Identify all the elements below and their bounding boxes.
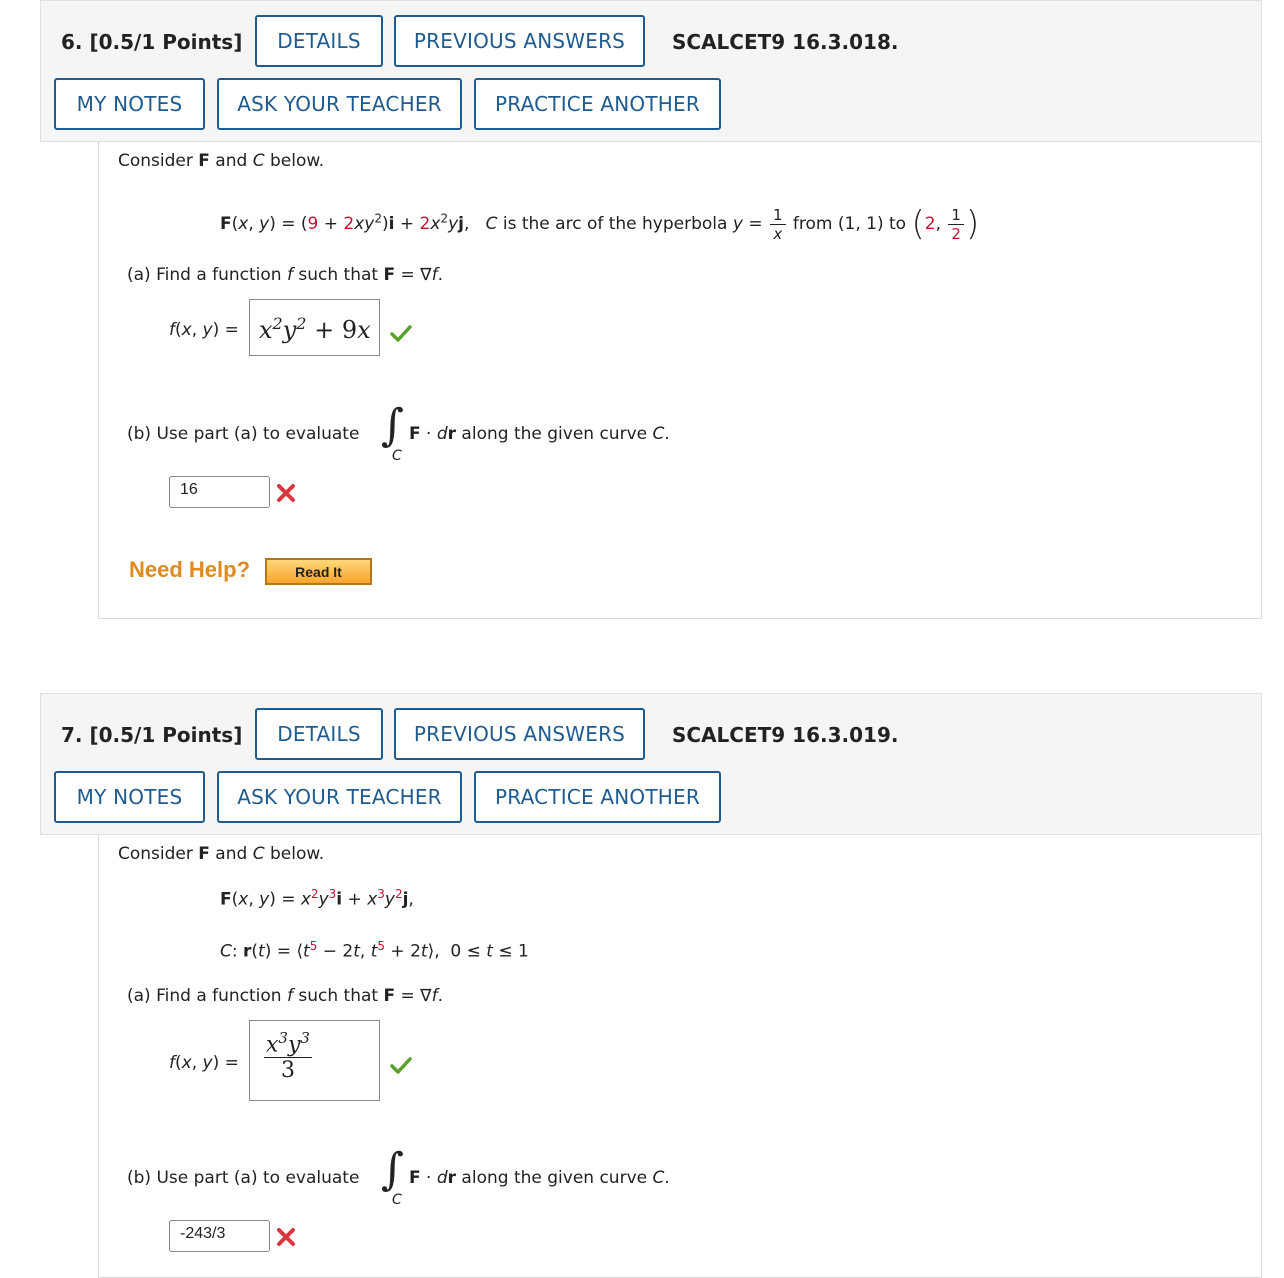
checkmark-icon bbox=[390, 322, 412, 344]
q6-read-it-button[interactable]: Read It bbox=[265, 558, 372, 585]
q7-header bbox=[40, 693, 1262, 835]
q7-part-a: (a) Find a function f such that F = ∇f. bbox=[127, 986, 443, 1006]
q6-reference: SCALCET9 16.3.018. bbox=[672, 30, 899, 54]
q6-practice-another-button[interactable]: PRACTICE ANOTHER bbox=[474, 78, 721, 130]
integral-symbol: ∫ bbox=[381, 1144, 404, 1195]
q7-details-button[interactable]: DETAILS bbox=[255, 708, 383, 760]
q6-part-b-rest: F · dr along the given curve C. bbox=[409, 424, 670, 444]
q7-points: [0.5/1 Points] bbox=[89, 723, 243, 747]
integral-symbol: ∫ bbox=[381, 400, 404, 451]
q6-ask-teacher-button[interactable]: ASK YOUR TEACHER bbox=[217, 78, 462, 130]
q7-part-b: (b) Use part (a) to evaluate bbox=[127, 1168, 360, 1188]
q7-integral-subscript: C bbox=[392, 1192, 402, 1208]
q6-title bbox=[61, 30, 242, 54]
q6-details-button[interactable]: DETAILS bbox=[255, 15, 383, 67]
q6-my-notes-button[interactable]: MY NOTES bbox=[54, 78, 205, 130]
q6-vector-field: F(x, $y) = (9 + 2xy^2)i + 2x^2yj$, C is the arc of the hyperbola y = $\frac{1}{x}$ from (1, 1) to (2, $\frac{1}{2}$ ) bbox=[220, 204, 980, 244]
q6-answer-a: $x^2y^2 + 9x$ bbox=[259, 314, 371, 344]
q6-intro: Consider F and C below. bbox=[118, 151, 325, 171]
q6-previous-answers-button[interactable]: PREVIOUS ANSWERS bbox=[394, 15, 645, 67]
q7-practice-another-button[interactable]: PRACTICE ANOTHER bbox=[474, 771, 721, 823]
q7-answer-b-input[interactable]: -243/3 bbox=[169, 1220, 270, 1252]
q6-need-help: Need Help? bbox=[129, 557, 251, 582]
q7-part-b-rest: F · dr along the given curve C. bbox=[409, 1168, 670, 1188]
q7-vector-field: F(x, $y) = x^2y^3i + x^3y^2j$, bbox=[220, 887, 414, 910]
q6-answer-b-input[interactable]: 16 bbox=[169, 476, 270, 508]
q6-answer-a-box[interactable] bbox=[249, 299, 380, 356]
q7-ask-teacher-button[interactable]: ASK YOUR TEACHER bbox=[217, 771, 462, 823]
x-mark-icon bbox=[276, 483, 296, 503]
checkmark-icon bbox=[390, 1054, 412, 1076]
q7-title bbox=[61, 723, 242, 747]
q6-integral-subscript: C bbox=[392, 448, 402, 464]
q6-header bbox=[40, 0, 1262, 142]
q6-points: [0.5/1 Points] bbox=[89, 30, 243, 54]
q7-curve: C: $r(t) = ⟨t^5 - 2t$, $t^5$ + 2t⟩, 0 ≤ t ≤ 1 bbox=[220, 939, 529, 962]
q7-number: 7. bbox=[61, 723, 83, 747]
x-mark-icon bbox=[276, 1227, 296, 1247]
q6-part-b: (b) Use part (a) to evaluate bbox=[127, 424, 360, 444]
q7-answer-a: $x^3y^3$ 3 bbox=[266, 1029, 310, 1084]
q7-fxy-label: f(x, y) = bbox=[169, 1053, 239, 1073]
q7-previous-answers-button[interactable]: PREVIOUS ANSWERS bbox=[394, 708, 645, 760]
q6-part-a: (a) Find a function f such that F = ∇f. bbox=[127, 265, 443, 285]
q7-intro: Consider F and C below. bbox=[118, 844, 325, 864]
q7-answer-a-box[interactable] bbox=[249, 1020, 380, 1101]
q7-my-notes-button[interactable]: MY NOTES bbox=[54, 771, 205, 823]
q6-fxy-label: f(x, y) = bbox=[169, 320, 239, 340]
q6-number: 6. bbox=[61, 30, 83, 54]
q7-reference: SCALCET9 16.3.019. bbox=[672, 723, 899, 747]
